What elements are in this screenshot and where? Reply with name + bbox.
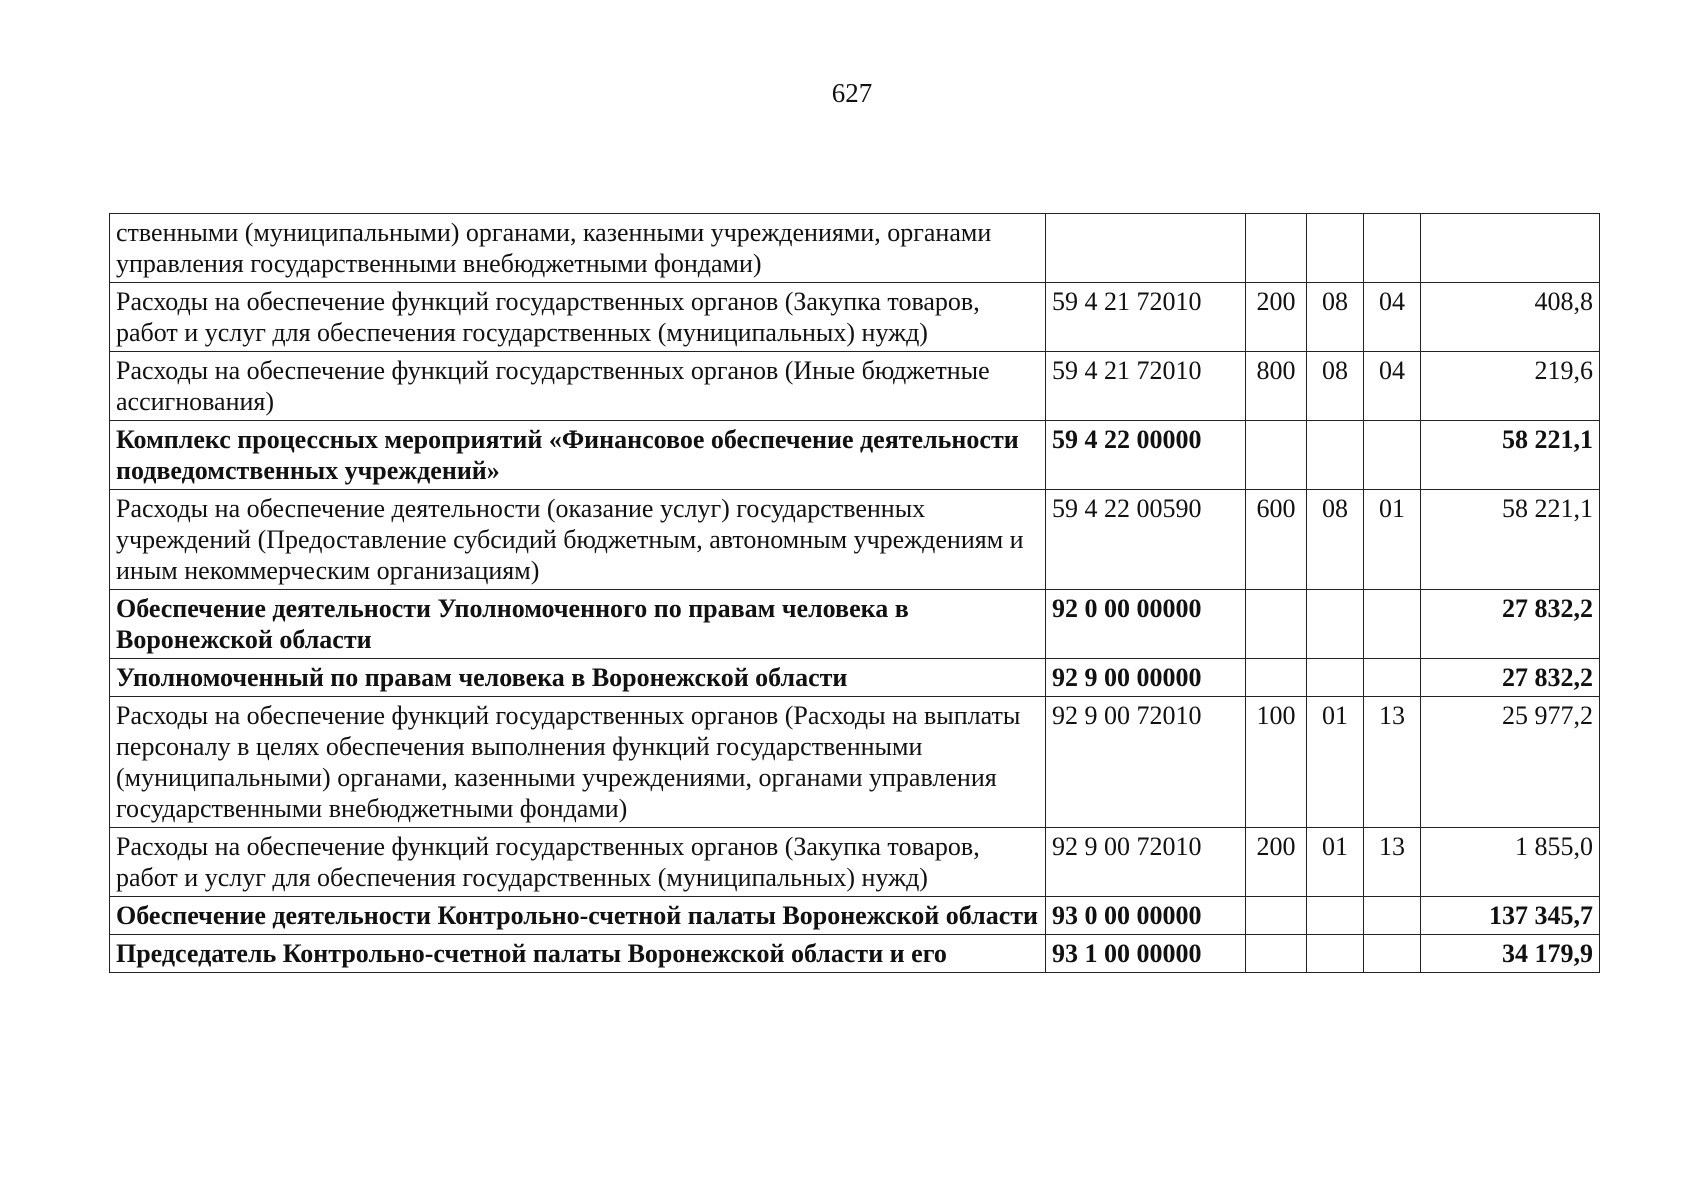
row-subsection [1364,659,1421,697]
row-name: Расходы на обеспечение функций государственных органов (Закупка товаров, работ и услуг для обеспечения государственных (муниципальных) нужд) [110,828,1046,897]
row-amount: 408,8 [1421,283,1600,352]
row-subsection [1364,897,1421,935]
row-name: Председатель Контрольно-счетной палаты Воронежской области и его [110,935,1046,973]
row-name: Расходы на обеспечение функций государственных органов (Иные бюджетные ассигнования) [110,352,1046,421]
row-expense-type: 200 [1246,828,1307,897]
row-expense-type [1246,214,1307,283]
table-row [110,590,1600,659]
row-section: 01 [1307,828,1364,897]
table-row [110,697,1600,828]
row-name: Обеспечение деятельности Уполномоченного по правам человека в Воронежской области [110,590,1046,659]
table-row [110,490,1600,590]
row-expense-type: 800 [1246,352,1307,421]
row-subsection: 04 [1364,283,1421,352]
row-section [1307,590,1364,659]
row-code: 93 1 00 00000 [1046,935,1246,973]
table-row [110,659,1600,697]
row-subsection [1364,421,1421,490]
row-code: 92 9 00 72010 [1046,828,1246,897]
row-section [1307,659,1364,697]
row-name: Расходы на обеспечение функций государственных органов (Расходы на выплаты персоналу в целях обеспечения выполнения функций государственными (муниципальными) органами, казенными учреждениями, органами управления государственными внебюджетными фондами) [110,697,1046,828]
page-number: 627 [831,78,873,108]
row-amount: 27 832,2 [1421,659,1600,697]
row-subsection: 01 [1364,490,1421,590]
row-expense-type: 100 [1246,697,1307,828]
row-name: Комплекс процессных мероприятий «Финансовое обеспечение деятельности подведомственных учреждений» [110,421,1046,490]
row-section [1307,935,1364,973]
row-code: 92 9 00 72010 [1046,697,1246,828]
row-amount: 1 855,0 [1421,828,1600,897]
row-section: 08 [1307,352,1364,421]
row-amount: 219,6 [1421,352,1600,421]
row-amount: 25 977,2 [1421,697,1600,828]
row-section [1307,897,1364,935]
row-name: Расходы на обеспечение деятельности (оказание услуг) государственных учреждений (Предоставление субсидий бюджетным, автономным учреждениям и иным некоммерческим организациям) [110,490,1046,590]
row-amount: 27 832,2 [1421,590,1600,659]
table-row [110,421,1600,490]
table-row [110,283,1600,352]
row-code: 59 4 22 00000 [1046,421,1246,490]
row-code: 59 4 22 00590 [1046,490,1246,590]
row-section: 01 [1307,697,1364,828]
row-name: Расходы на обеспечение функций государственных органов (Закупка товаров, работ и услуг для обеспечения государственных (муниципальных) нужд) [110,283,1046,352]
row-code: 59 4 21 72010 [1046,352,1246,421]
row-amount [1421,214,1600,283]
table-row [110,828,1600,897]
row-subsection [1364,590,1421,659]
row-subsection: 04 [1364,352,1421,421]
row-expense-type [1246,590,1307,659]
row-subsection [1364,935,1421,973]
row-section [1307,214,1364,283]
row-amount: 34 179,9 [1421,935,1600,973]
row-amount: 58 221,1 [1421,421,1600,490]
row-code [1046,214,1246,283]
table-row [110,214,1600,283]
table-row [110,935,1600,973]
budget-table [109,213,1600,973]
row-name: Обеспечение деятельности Контрольно-счетной палаты Воронежской области [110,897,1046,935]
row-expense-type [1246,421,1307,490]
row-section: 08 [1307,490,1364,590]
row-amount: 58 221,1 [1421,490,1600,590]
row-name: Уполномоченный по правам человека в Воронежской области [110,659,1046,697]
row-code: 92 9 00 00000 [1046,659,1246,697]
row-expense-type [1246,935,1307,973]
budget-table-body [110,214,1600,973]
row-expense-type [1246,659,1307,697]
row-expense-type: 600 [1246,490,1307,590]
row-code: 59 4 21 72010 [1046,283,1246,352]
row-code: 93 0 00 00000 [1046,897,1246,935]
row-expense-type [1246,897,1307,935]
row-subsection: 13 [1364,697,1421,828]
row-expense-type: 200 [1246,283,1307,352]
row-section [1307,421,1364,490]
row-name: ственными (муниципальными) органами, казенными учреждениями, органами управления государственными внебюджетными фондами) [110,214,1046,283]
row-subsection: 13 [1364,828,1421,897]
row-subsection [1364,214,1421,283]
row-section: 08 [1307,283,1364,352]
table-row [110,352,1600,421]
row-amount: 137 345,7 [1421,897,1600,935]
row-code: 92 0 00 00000 [1046,590,1246,659]
table-row [110,897,1600,935]
